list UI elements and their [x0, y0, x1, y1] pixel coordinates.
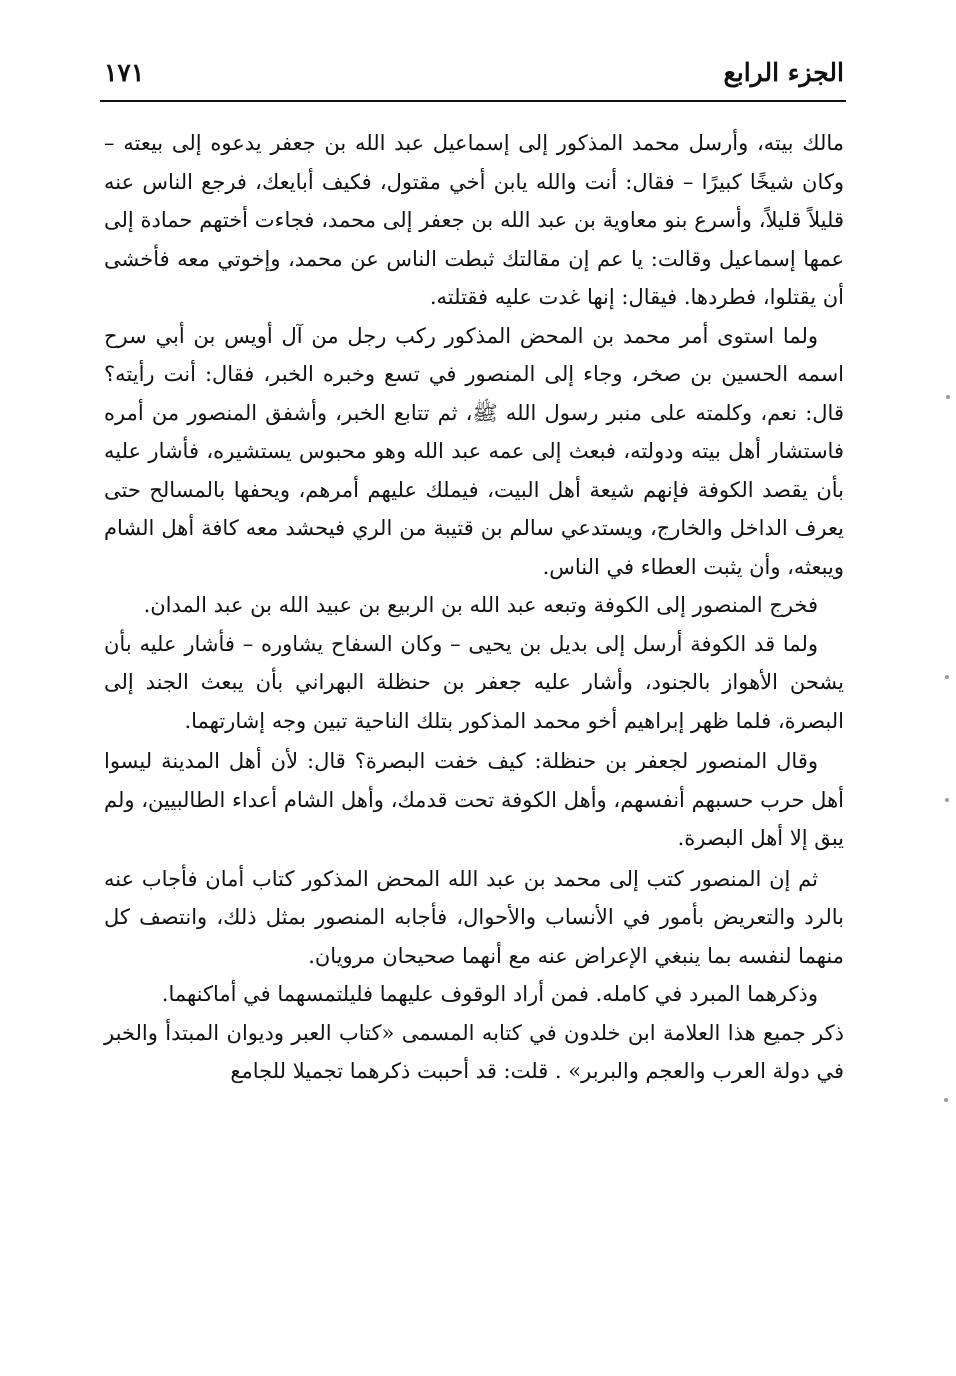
- paragraph: فخرج المنصور إلى الكوفة وتبعه عبد الله بن الربيع بن عبيد الله بن عبد المدان.: [143, 593, 818, 617]
- header-divider: [100, 100, 846, 102]
- page-number: ١٧١: [104, 58, 145, 87]
- paragraph: ولما قد الكوفة أرسل إلى بديل بن يحيى – وكان السفاح يشاوره – فأشار عليه بأن يشحن الأهواز بالجنود، وأشار عليه جعفر بن حنظلة البهراني بأن يبعث الجند إلى البصرة، فلما ظهر إبراهيم أخو محمد المذكور بتلك الناحية تبين وجه إشارتهما.: [104, 631, 844, 733]
- paragraph: ولما استوى أمر محمد بن المحض المذكور ركب رجل من آل أويس بن أبي سرح اسمه الحسين بن صخر، وجاء إلى المنصور في تسع وخبره الخبر، فقال: أنت رأيته؟ قال: نعم، وكلمته على منبر رسول الله ﷺ، ثم تتابع الخبر، وأشفق المنصور من أمره فاستشار أهل بيته ودولته، فبعث إلى عمه عبد الله وهو محبوس يستشيره، فأشار عليه بأن يقصد الكوفة فإنهم شيعة أهل البيت، فيملك عليهم أمرهم، ويحفها بالمسالح حتى يعرف الداخل والخارج، ويستدعي سالم بن قتيبة من الري فيحشد معه كافة أهل الشام ويبعثه، وأن يثبت العطاء في الناس.: [104, 323, 844, 579]
- scan-speck: [946, 395, 950, 399]
- body-text: [104, 124, 844, 1091]
- chapter-title: الجزء الرابع: [723, 58, 844, 87]
- paragraph: ثم إن المنصور كتب إلى محمد بن عبد الله المحض المذكور كتاب أمان فأجاب عنه بالرد والتعريض بأمور في الأنساب والأحوال، فأجابه المنصور بمثل ذلك، وانتصف كل منهما لنفسه بما ينبغي الإعراض عنه مع أنهما صحيحان مرويان.: [104, 866, 844, 968]
- paragraph: وقال المنصور لجعفر بن حنظلة: كيف خفت البصرة؟ قال: لأن أهل المدينة ليسوا أهل حرب حسبهم أنفسهم، وأهل الكوفة تحت قدمك، وأهل الشام أعداء الطالبيين، ولم يبق إلا أهل البصرة.: [104, 749, 844, 850]
- paragraph: مالك بيته، وأرسل محمد المذكور إلى إسماعيل عبد الله بن جعفر يدعوه إلى بيعته – وكان شيخًا كبيرًا – فقال: أنت والله يابن أخي مقتول، فكيف أبايعك، فرجع الناس عنه قليلاً قليلاً، وأسرع بنو معاوية بن عبد الله بن جعفر إلى محمد، فجاءت أختهم حمادة إلى عمها إسماعيل وقالت: يا عم إن مقالتك ثبطت الناس عن محمد، وإخوتي معه فأخشى أن يقتلوا، فطردها. فيقال: إنها غدت عليه فقتلته.: [104, 131, 844, 309]
- paragraph: ذكر جميع هذا العلامة ابن خلدون في كتابه المسمى «كتاب العبر وديوان المبتدأ والخبر في دولة العرب والعجم والبربر» . قلت: قد أحببت ذكرهما تجميلا للجامع: [104, 1020, 844, 1083]
- scan-speck: [944, 1098, 948, 1102]
- scan-speck: [945, 675, 949, 679]
- scan-speck: [945, 798, 949, 802]
- paragraph: وذكرهما المبرد في كامله. فمن أراد الوقوف عليهما فليلتمسهما في أماكنهما.: [161, 982, 818, 1006]
- running-header: [104, 52, 844, 92]
